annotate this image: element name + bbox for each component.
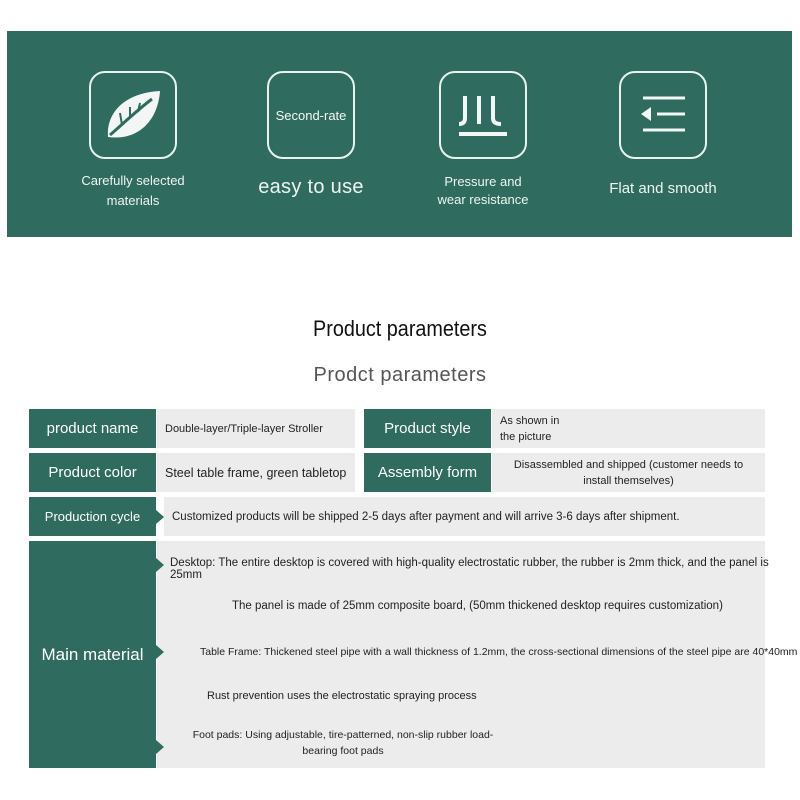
product-style-value: As shown in the picture xyxy=(492,409,765,448)
page-title: Product parameters xyxy=(313,316,487,341)
material-rust: Rust prevention uses the electrostatic spraying process xyxy=(207,690,477,702)
page-subtitle: Prodct parameters xyxy=(313,364,487,386)
main-material-label: Main material xyxy=(29,541,156,768)
product-color-label: Product color xyxy=(29,453,156,492)
production-cycle-value: Customized products will be shipped 2-5 days after payment and will arrive 3-6 days after shipment. xyxy=(164,497,765,536)
pressure-icon xyxy=(439,71,527,159)
product-name-label: product name xyxy=(29,409,156,448)
material-frame: Table Frame: Thickened steel pipe with a wall thickness of 1.2mm, the cross-sectional dimensions of the steel pipe are 40*40mm xyxy=(200,646,798,658)
badge-text: Second-rate xyxy=(275,107,347,123)
arrow-marker xyxy=(156,740,164,754)
text-badge xyxy=(267,71,355,159)
production-cycle-label: Production cycle xyxy=(29,497,156,536)
arrow-marker xyxy=(156,510,164,524)
product-color-value: Steel table frame, green tabletop xyxy=(157,453,355,492)
material-panel: The panel is made of 25mm composite board, (50mm thickened desktop requires customization) xyxy=(232,600,723,612)
assembly-form-label: Assembly form xyxy=(364,453,491,492)
material-desktop: Desktop: The entire desktop is covered with high-quality electrostatic rubber, the rubber is 2mm thick, and the panel is 25mm xyxy=(170,557,769,581)
material-footpads: Foot pads: Using adjustable, tire-patterned, non-slip rubber load-bearing foot pads xyxy=(192,729,494,757)
arrow-marker xyxy=(156,645,164,659)
features-banner xyxy=(7,31,792,237)
feature-pressure xyxy=(393,71,573,209)
leaf-icon xyxy=(89,71,177,159)
assembly-form-value: Disassembled and shipped (customer needs to install themselves) xyxy=(492,453,765,492)
product-style-label: Product style xyxy=(364,409,491,448)
feature-label: easy to use xyxy=(258,176,364,198)
feature-label: Pressure and wear resistance xyxy=(437,174,529,207)
feature-label: Flat and smooth xyxy=(609,180,717,197)
feature-label: Carefully selected materials xyxy=(81,173,185,208)
arrow-marker xyxy=(156,558,164,572)
feature-flat xyxy=(573,71,753,199)
feature-materials xyxy=(43,71,223,211)
product-name-value: Double-layer/Triple-layer Stroller xyxy=(157,409,355,448)
flat-lines-icon xyxy=(619,71,707,159)
feature-easy-to-use xyxy=(221,71,401,197)
